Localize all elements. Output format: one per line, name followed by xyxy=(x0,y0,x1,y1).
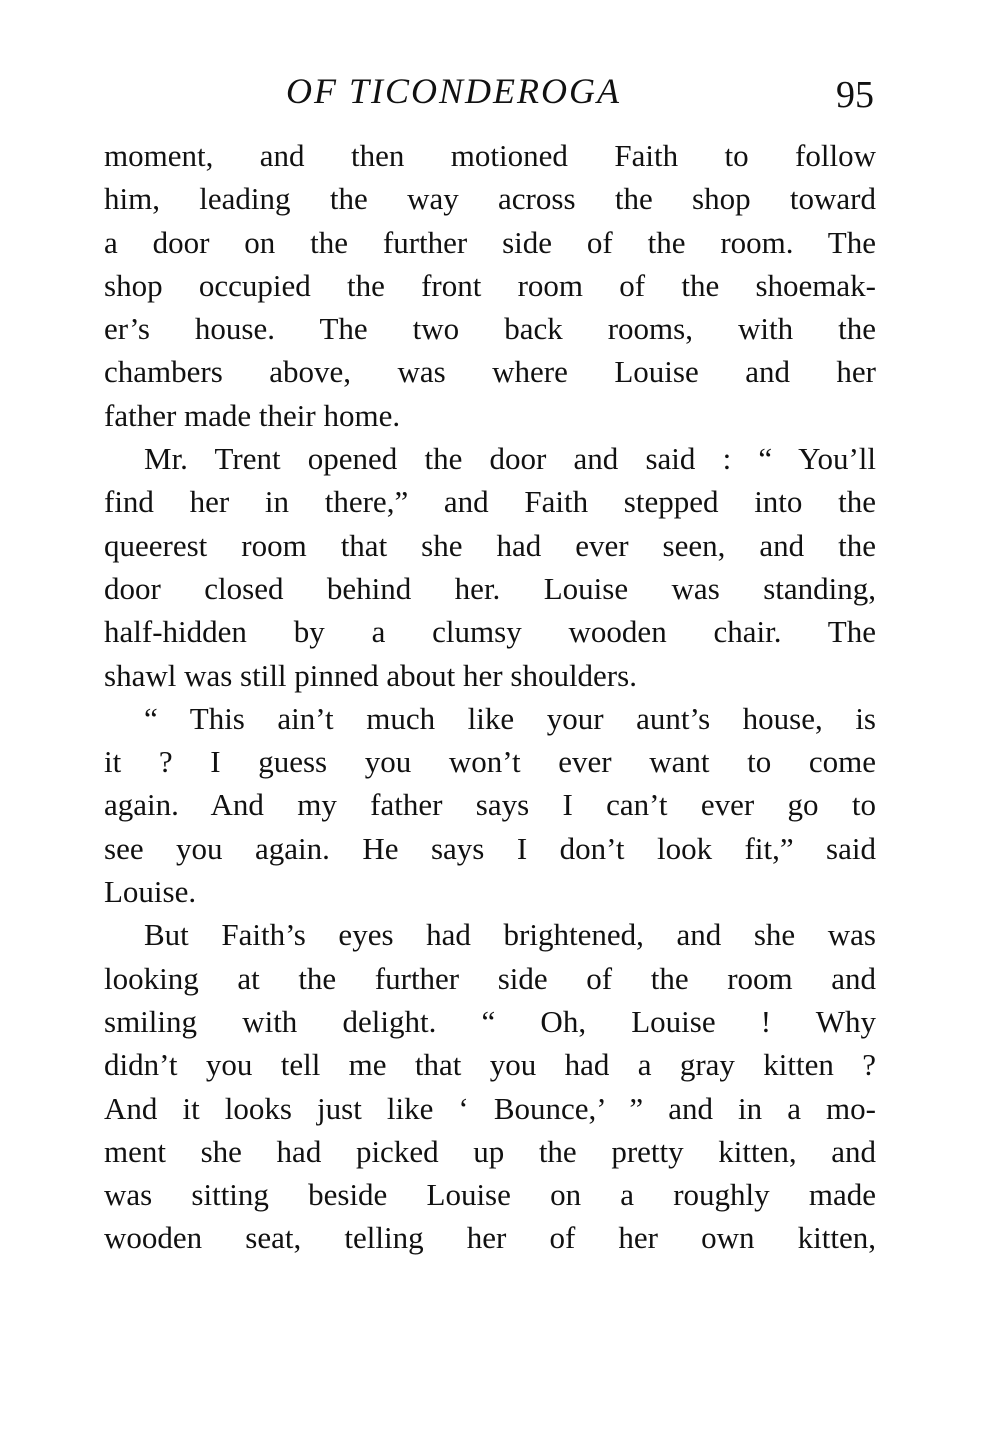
text-line: him, leading the way across the shop toward xyxy=(104,181,876,217)
page-header xyxy=(104,64,876,118)
text-line: But Faith’s eyes had brightened, and she was xyxy=(144,917,876,953)
text-line: door closed behind her. Louise was standing, xyxy=(104,570,876,606)
text-line: wooden seat, telling her of her own kitten, xyxy=(104,1220,876,1256)
running-head: OF TICONDEROGA xyxy=(286,71,621,111)
text-line: looking at the further side of the room and xyxy=(104,960,876,996)
text-line: half-hidden by a clumsy wooden chair. The xyxy=(104,614,876,650)
text-line: was sitting beside Louise on a roughly made xyxy=(104,1177,876,1213)
text-line: chambers above, was where Louise and her xyxy=(104,354,876,390)
text-line: er’s house. The two back rooms, with the xyxy=(104,311,876,347)
text-line: it ? I guess you won’t ever want to come xyxy=(104,744,876,780)
text-line: ment she had picked up the pretty kitten, and xyxy=(104,1133,876,1169)
paragraph xyxy=(104,437,876,697)
text-line: And it looks just like ‘ Bounce,’ ” and in a mo- xyxy=(104,1090,876,1126)
text-line: Louise. xyxy=(104,874,197,910)
text-line: find her in there,” and Faith stepped into the xyxy=(104,484,876,520)
text-line: shop occupied the front room of the shoemak- xyxy=(104,267,876,303)
text-line: smiling with delight. “ Oh, Louise ! Why xyxy=(104,1003,876,1039)
text-line: father made their home. xyxy=(104,397,401,433)
page-number: 95 xyxy=(836,74,874,116)
paragraph xyxy=(104,134,876,437)
body-text xyxy=(104,134,876,1260)
paragraph xyxy=(104,697,876,913)
text-line: again. And my father says I can’t ever go to xyxy=(104,787,876,823)
text-line: Mr. Trent opened the door and said : “ You’ll xyxy=(144,441,876,477)
paragraph xyxy=(104,913,876,1259)
text-line: queerest room that she had ever seen, and the xyxy=(104,527,876,563)
text-line: “ This ain’t much like your aunt’s house, is xyxy=(144,700,876,736)
text-line: see you again. He says I don’t look fit,” said xyxy=(104,830,876,866)
text-line: a door on the further side of the room. The xyxy=(104,224,876,260)
text-line: moment, and then motioned Faith to follow xyxy=(104,138,876,173)
text-line: didn’t you tell me that you had a gray kitten ? xyxy=(104,1047,876,1083)
text-line: shawl was still pinned about her shoulders. xyxy=(104,657,637,693)
